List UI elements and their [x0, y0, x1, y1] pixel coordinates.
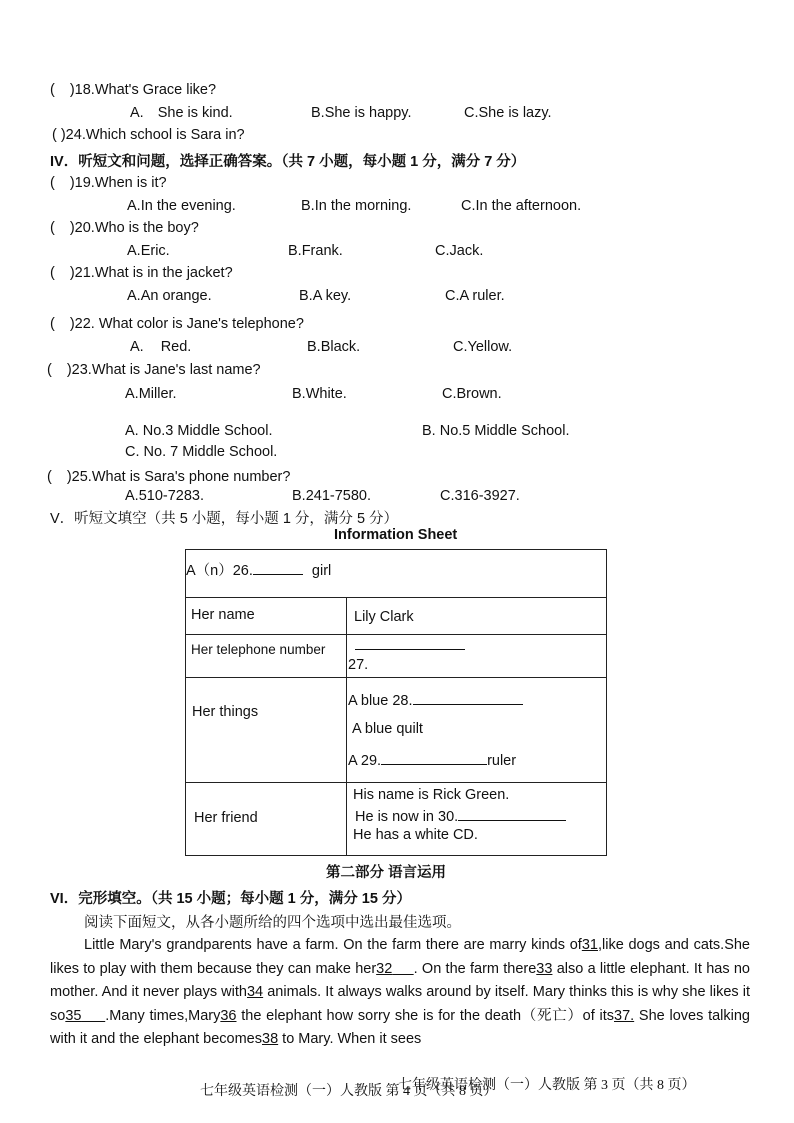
q20-option-c: C.Jack.: [435, 243, 484, 259]
part-2-title: 第二部分 语言运用: [326, 865, 447, 881]
blank-37[interactable]: 37.: [614, 1007, 635, 1024]
blank-26[interactable]: [253, 560, 303, 575]
blank-38[interactable]: 38: [262, 1031, 279, 1047]
q22-option-c: C.Yellow.: [453, 339, 513, 355]
q19-option-b: B.In the morning.: [301, 198, 412, 214]
sheet-phone-label-cell: Her telephone number: [186, 635, 347, 678]
blank-28[interactable]: [413, 690, 523, 705]
q19-option-a: A.In the evening.: [127, 198, 236, 214]
blank-34[interactable]: 34: [246, 984, 264, 1000]
q22-option-b: B.Black.: [307, 339, 361, 355]
blank-29[interactable]: [381, 750, 487, 765]
q21-option-a: A.An orange.: [127, 288, 212, 304]
q18-option-c: C.She is lazy.: [464, 105, 552, 121]
footer-page-label-right: 七年级英语检测（一）人教版 第 3 页（共 8 页）: [398, 1078, 696, 1093]
q23-option-c: C.Brown.: [442, 386, 502, 402]
blank-31[interactable]: 31,: [581, 937, 602, 953]
footer-page-label-left: 七年级英语检测（一）人教版 第 4 页（共 8 页）: [200, 1084, 498, 1099]
sheet-name-label-cell: Her name: [186, 598, 347, 635]
q21-stem: ( )21.What is in the jacket?: [50, 265, 233, 281]
q25-option-b: B.241-7580.: [292, 488, 372, 504]
q24-option-b: B. No.5 Middle School.: [422, 423, 570, 439]
q21-option-c: C.A ruler.: [445, 288, 505, 304]
q24-option-c: C. No. 7 Middle School.: [125, 444, 278, 460]
sheet-friend-label-cell: Her friend: [186, 783, 347, 856]
sheet-phone-value-cell: 27.: [347, 635, 607, 678]
blank-30[interactable]: [458, 806, 566, 821]
blank-35[interactable]: 35: [65, 1007, 82, 1024]
blank-32[interactable]: 32: [376, 960, 393, 977]
section-4-title: IV．听短文和问题，选择正确答案。（共 7 小题，每小题 1 分，满分 7 分）: [50, 154, 526, 170]
sheet-things-value-cell: A blue 28. A blue quilt A 29. ruler: [347, 678, 607, 783]
q22-option-a: A. Red.: [130, 339, 192, 355]
q24-option-a: A. No.3 Middle School.: [125, 423, 273, 439]
q23-option-a: A.Miller.: [125, 386, 177, 402]
cloze-passage: Little Mary's grandparents have a farm. On the farm there are marry kinds of31,like dogs and cats.She likes to play with them because they can make her32 . On the farm there33 also a little elephant. It has no mother. And it never plays with34 animals. It always walks around by itself. Mary thinks this is why she likes it so35 .Many times,Mary36 the elephant how sorry she is for the death（死亡）of its37. She loves talking with it and the elephant becomes38 to Mary. When it sees: [50, 937, 751, 1047]
q20-option-a: A.Eric.: [127, 243, 170, 259]
q24-stem: ( )24.Which school is Sara in?: [52, 127, 245, 143]
q18-stem: ( )18.What's Grace like?: [50, 82, 217, 98]
q25-stem: ( )25.What is Sara's phone number?: [47, 469, 291, 485]
sheet-friend-value-cell: His name is Rick Green. He is now in 30. He has a white CD.: [347, 783, 607, 856]
information-sheet-title: Information Sheet: [334, 527, 458, 543]
q19-option-c: C.In the afternoon.: [461, 198, 582, 214]
q18-option-a: A. She is kind.: [130, 105, 233, 121]
sheet-name-value-cell: Lily Clark: [347, 598, 607, 635]
q21-option-b: B.A key.: [299, 288, 352, 304]
section-5-title: V．听短文填空（共 5 小题，每小题 1 分，满分 5 分）: [50, 511, 399, 527]
q19-stem: ( )19.When is it?: [50, 175, 167, 191]
q18-option-b: B.She is happy.: [311, 105, 412, 121]
blank-33[interactable]: 33: [536, 960, 553, 977]
q25-option-a: A.510-7283.: [125, 488, 205, 504]
blank-27[interactable]: [355, 635, 465, 650]
q20-option-b: B.Frank.: [288, 243, 343, 259]
q22-stem: ( )22. What color is Jane's telephone?: [50, 316, 304, 332]
q23-option-b: B.White.: [292, 386, 347, 402]
blank-36[interactable]: 36: [220, 1007, 237, 1024]
sheet-things-label-cell: Her things: [186, 678, 347, 783]
sheet-row-girl: A（n）26. girl: [186, 550, 607, 598]
q23-stem: ( )23.What is Jane's last name?: [47, 362, 261, 378]
q25-option-c: C.316-3927.: [440, 488, 520, 504]
q20-stem: ( )20.Who is the boy?: [50, 220, 199, 236]
section-6-instruction: 阅读下面短文，从各小题所给的四个选项中选出最佳选项。: [84, 915, 461, 931]
section-6-title: VI．完形填空。（共 15 小题；每小题 1 分，满分 15 分）: [50, 891, 411, 907]
information-sheet-table: [185, 549, 607, 856]
